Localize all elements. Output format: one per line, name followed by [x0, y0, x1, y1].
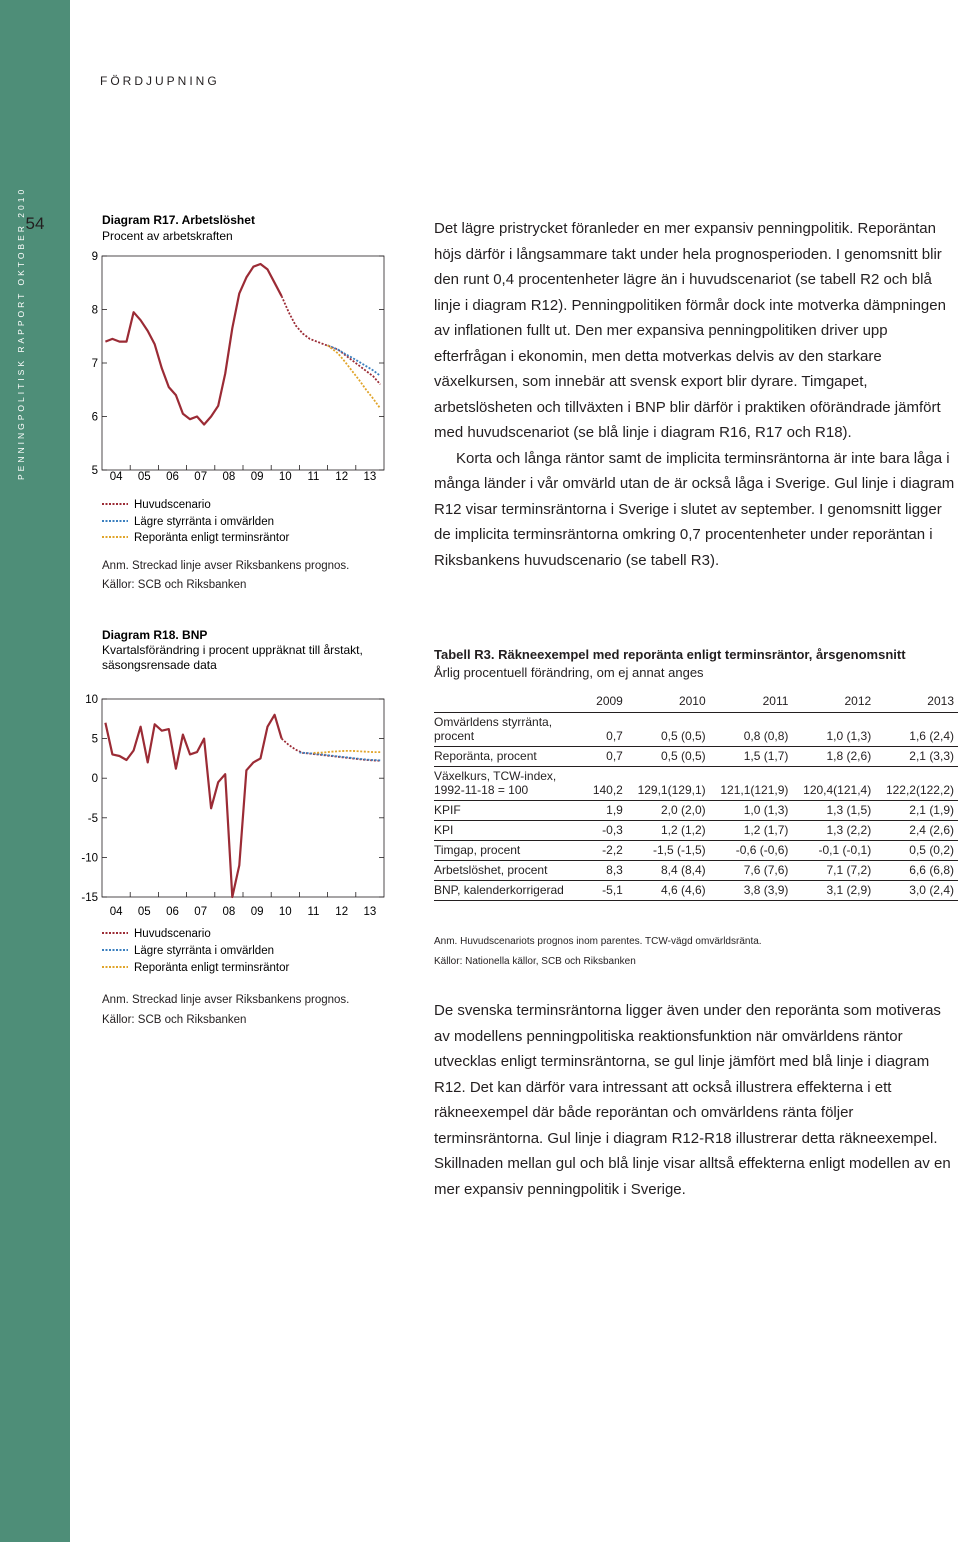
legend-lower: Lägre styrränta i omvärlden — [134, 516, 274, 528]
series-line — [314, 751, 381, 753]
table-row — [434, 821, 958, 841]
table-cell: 0,7 — [588, 713, 627, 747]
table-cell: 2,0 (2,0) — [627, 801, 710, 821]
table-column-header: 2011 — [710, 692, 793, 713]
y-tick-label: -5 — [87, 812, 98, 825]
x-tick-label: 04 — [109, 906, 123, 918]
page-number: 54 — [25, 214, 45, 233]
paragraph: Korta och långa räntor samt de implicita terminsräntorna är inte bara låga i många länder i vår omvärld utan de är också låga i Sverige. Gul linje i diagram R12 visar terminsräntorna i Sverige i slutet av september. I genomsnitt ligger de implicita terminsräntorna omkring 0,7 procentenheter under reporäntan i Riksbankens huvudscenario (se tabell R3). — [434, 449, 955, 569]
table-row-label: Reporänta, procent — [434, 747, 588, 767]
y-tick-label: 6 — [91, 411, 98, 424]
x-tick-label: 13 — [363, 471, 377, 483]
chart-title: Diagram R18. BNP — [102, 628, 208, 642]
y-tick-label: 9 — [91, 251, 98, 263]
table-row-label: Timgap, procent — [434, 841, 588, 861]
table-cell: 0,8 (0,8) — [710, 713, 793, 747]
table-cell: 6,6 (6,8) — [875, 861, 958, 881]
x-tick-label: 09 — [250, 471, 264, 483]
table-cell: 1,9 — [588, 801, 627, 821]
table-row-label: Arbetslöshet, procent — [434, 861, 588, 881]
chart-gdp — [70, 627, 410, 982]
table-cell: 1,6 (2,4) — [875, 713, 958, 747]
table-column-header: 2013 — [875, 692, 958, 713]
x-tick-label: 12 — [335, 906, 349, 918]
table-subtitle: Årlig procentuell förändring, om ej annat anges — [434, 665, 704, 680]
series-line — [105, 264, 281, 425]
table-cell: 0,5 (0,5) — [627, 713, 710, 747]
table-cell: -0,3 — [588, 821, 627, 841]
chart-plot — [81, 694, 384, 918]
table-cell: 8,4 (8,4) — [627, 861, 710, 881]
table-cell: 129,1(129,1) — [627, 767, 710, 801]
table-column-header: 2012 — [792, 692, 875, 713]
table-cell: 4,6 (4,6) — [627, 881, 710, 901]
x-tick-label: 12 — [335, 471, 349, 483]
x-tick-label: 13 — [363, 906, 377, 918]
series-line — [105, 715, 281, 897]
table-row-label: BNP, kalenderkorrigerad — [434, 881, 588, 901]
table-cell: 3,8 (3,9) — [710, 881, 793, 901]
table-cell: 120,4(121,4) — [792, 767, 875, 801]
section-label: FÖRDJUPNING — [100, 74, 220, 88]
chart-subtitle: Procent av arbetskraften — [102, 229, 233, 243]
paragraph: De svenska terminsräntorna ligger även under den reporänta som motiveras av modellens penningpolitiska reaktionsfunktion när omvärldens räntor utvecklas enligt terminsräntorna, se gul linje jämfört med blå linje i diagram R12. Det kan därför vara intressant att också illustrera effekterna i ett räkneexempel där både reporäntan och omvärldens ränta följer terminsräntorna. Gul linje i diagram R12-R18 illustrerar detta räkneexempel. Skillnaden mellan gul och blå linje visar alltså effekterna enligt modellen av en mer expansiv penningpolitik i Sverige. — [434, 1002, 951, 1198]
x-tick-label: 10 — [278, 906, 292, 918]
table-cell: 1,3 (1,5) — [792, 801, 875, 821]
table-cell: 1,2 (1,2) — [627, 821, 710, 841]
table-column-header: 2009 — [588, 692, 627, 713]
table-cell: 1,0 (1,3) — [792, 713, 875, 747]
x-tick-label: 04 — [109, 471, 123, 483]
body-text-top — [434, 216, 960, 573]
body-text-bottom — [434, 998, 960, 1202]
chart-legend — [102, 928, 289, 974]
y-tick-label: 10 — [85, 694, 98, 706]
x-tick-label: 05 — [137, 906, 151, 918]
table-row-label: KPI — [434, 821, 588, 841]
x-tick-label: 08 — [222, 471, 236, 483]
vertical-title-text: PENNINGPOLITISK RAPPORT OKTOBER 2010 — [16, 186, 26, 480]
x-tick-label: 10 — [278, 471, 292, 483]
x-tick-label: 06 — [166, 471, 179, 483]
table-cell: 0,5 (0,2) — [875, 841, 958, 861]
table-cell: 8,3 — [588, 861, 627, 881]
chart-subtitle-line-1: Kvartalsförändring i procent uppräknat till årstakt, — [102, 643, 363, 657]
x-tick-label: 07 — [194, 906, 208, 918]
chart-legend — [102, 499, 289, 544]
data-table — [434, 692, 958, 901]
table-cell: 7,6 (7,6) — [710, 861, 793, 881]
table-cell: 1,0 (1,3) — [710, 801, 793, 821]
chart-plot — [92, 251, 384, 483]
table-row — [434, 861, 958, 881]
chart-note: Anm. Streckad linje avser Riksbankens prognos. — [102, 560, 350, 572]
table-cell: 3,1 (2,9) — [792, 881, 875, 901]
chart-source: Källor: SCB och Riksbanken — [102, 579, 247, 591]
table-cell: -0,6 (-0,6) — [710, 841, 793, 861]
table-row — [434, 841, 958, 861]
table-row — [434, 713, 958, 747]
y-tick-label: 5 — [91, 465, 98, 477]
table-cell: 1,5 (1,7) — [710, 747, 793, 767]
table-cell: 121,1(121,9) — [710, 767, 793, 801]
legend-lower: Lägre styrränta i omvärlden — [134, 945, 274, 957]
table-row-label: KPIF — [434, 801, 588, 821]
table-cell: 0,7 — [588, 747, 627, 767]
chart-note: Anm. Streckad linje avser Riksbankens prognos. — [102, 994, 350, 1006]
x-tick-label: 11 — [307, 906, 320, 918]
table-row — [434, 767, 958, 801]
y-tick-label: 7 — [91, 358, 98, 370]
table-row-label: Växelkurs, TCW-index, 1992-11-18 = 100 — [434, 767, 588, 801]
table-cell: -0,1 (-0,1) — [792, 841, 875, 861]
table-cell: -2,2 — [588, 841, 627, 861]
legend-main: Huvudscenario — [134, 928, 211, 940]
table-note: Anm. Huvudscenariots prognos inom parentes. TCW-vägd omvärldsränta. — [434, 936, 762, 947]
x-tick-label: 05 — [137, 471, 151, 483]
x-tick-label: 08 — [222, 906, 236, 918]
y-tick-label: 0 — [91, 773, 98, 786]
table-row — [434, 747, 958, 767]
table-cell: 1,3 (2,2) — [792, 821, 875, 841]
table-cell: 3,0 (2,4) — [875, 881, 958, 901]
table-cell: 0,5 (0,5) — [627, 747, 710, 767]
y-tick-label: -15 — [81, 892, 98, 904]
series-line — [282, 739, 381, 761]
legend-main: Huvudscenario — [134, 499, 211, 511]
table-row — [434, 801, 958, 821]
legend-forward: Reporänta enligt terminsräntor — [134, 532, 290, 544]
chart-source: Källor: SCB och Riksbanken — [102, 1014, 247, 1026]
x-tick-label: 07 — [194, 471, 208, 483]
x-tick-label: 09 — [250, 906, 264, 918]
table-column-header — [434, 692, 588, 713]
legend-forward: Reporänta enligt terminsräntor — [134, 962, 290, 974]
plot-frame — [102, 699, 384, 897]
table-title: Räkneexempel med reporänta enligt terminsräntor, årsgenomsnitt — [498, 647, 906, 662]
y-tick-label: -10 — [81, 852, 98, 865]
plot-frame — [102, 256, 384, 470]
table-cell: 1,2 (1,7) — [710, 821, 793, 841]
x-tick-label: 11 — [307, 471, 320, 483]
chart-unemployment — [70, 212, 410, 612]
table-caption — [434, 646, 960, 682]
table-cell: 7,1 (7,2) — [792, 861, 875, 881]
table-label: Tabell R3. — [434, 647, 495, 662]
table-cell: -5,1 — [588, 881, 627, 901]
table-column-header: 2010 — [627, 692, 710, 713]
table-cell: 2,1 (1,9) — [875, 801, 958, 821]
table-cell: 1,8 (2,6) — [792, 747, 875, 767]
series-line — [328, 345, 381, 408]
chart-subtitle-line-2: säsongsrensade data — [102, 658, 217, 672]
table-cell: 122,2(122,2) — [875, 767, 958, 801]
series-line — [282, 296, 381, 384]
y-tick-label: 5 — [91, 733, 98, 746]
table-cell: -1,5 (-1,5) — [627, 841, 710, 861]
paragraph: Det lägre pristrycket föranleder en mer expansiv penningpolitik. Reporäntan höjs därför i långsammare takt under hela prognosperioden. I genomsnitt blir den runt 0,4 procentenheter lägre än i huvudscenariot (se tabell R2 och blå linje i diagram R12). Penningpolitiken förmår dock inte motverka dämpningen av inflationen fullt ut. Den mer expansiva penningpolitiken driver upp efterfrågan i ekonomin, men detta motverkas delvis av den starkare växelkursen, som innebär att svensk export blir dyrare. Timgapet, arbetslösheten och tillväxten i BNP blir därför i praktiken oförändrade jämfört med huvudscenariot (se blå linje i diagram R16, R17 och R18). — [434, 220, 946, 441]
table-source: Källor: Nationella källor, SCB och Riksbanken — [434, 956, 636, 967]
table-row-label: Omvärldens styrränta, procent — [434, 713, 588, 747]
table-row — [434, 881, 958, 901]
y-tick-label: 8 — [91, 304, 98, 317]
chart-title: Diagram R17. Arbetslöshet — [102, 213, 255, 227]
series-line — [299, 753, 380, 761]
x-tick-label: 06 — [166, 906, 179, 918]
table-cell: 2,4 (2,6) — [875, 821, 958, 841]
table-cell: 2,1 (3,3) — [875, 747, 958, 767]
series-line — [328, 345, 381, 376]
table-header-row — [434, 692, 958, 713]
table-cell: 140,2 — [588, 767, 627, 801]
